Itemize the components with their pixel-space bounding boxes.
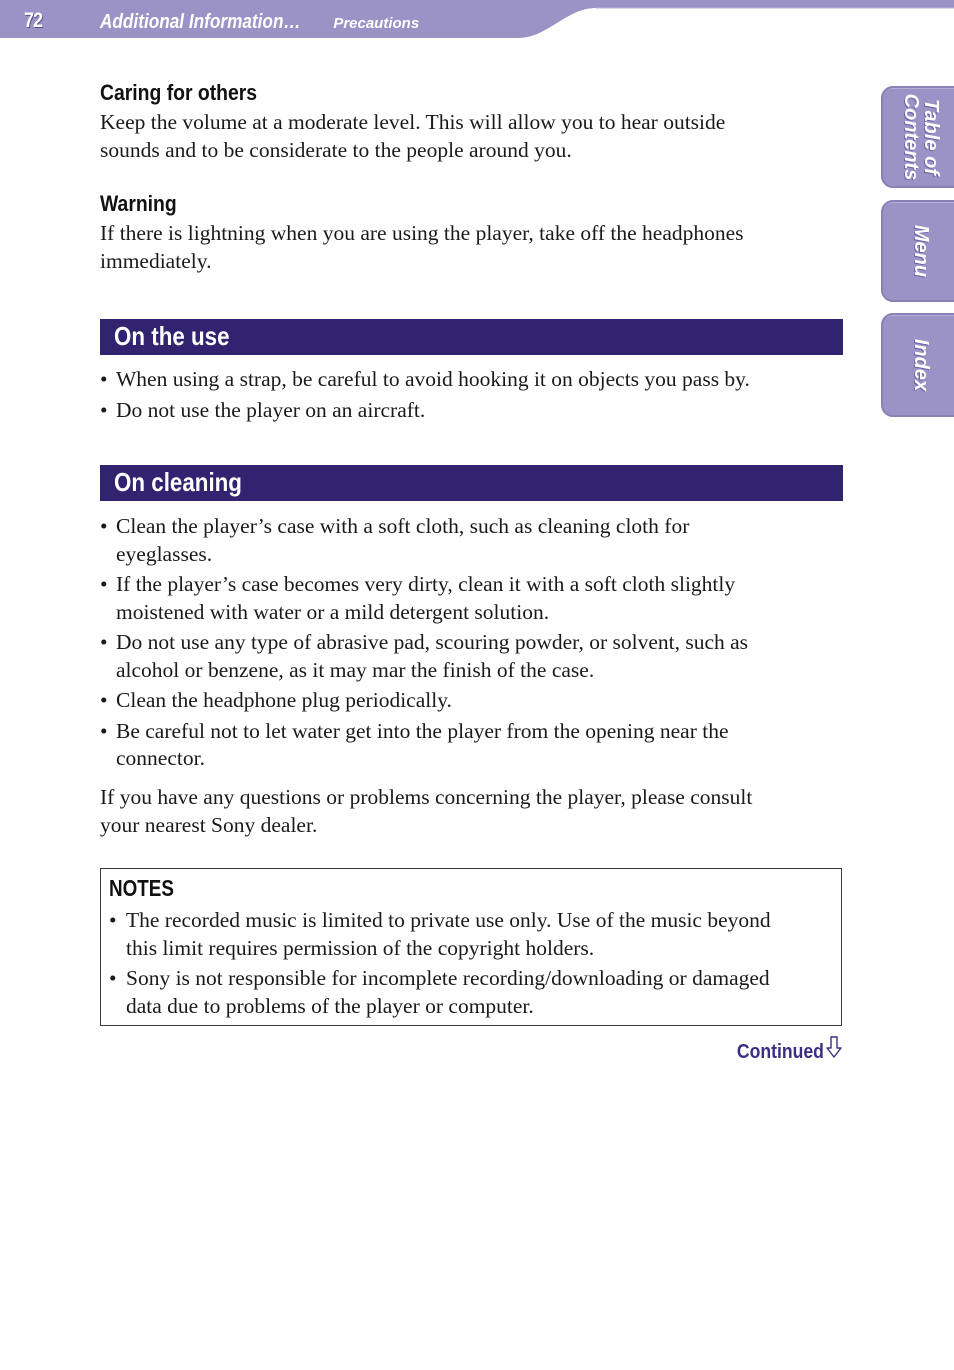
running-title bbox=[100, 11, 419, 34]
section-heading: On the use bbox=[114, 321, 230, 351]
list-item-line: alcohol or benzene, as it may mar the finish of the case. bbox=[116, 657, 595, 682]
notes-title: NOTES bbox=[109, 875, 174, 901]
subsection-title: Precautions bbox=[333, 15, 420, 32]
list-item-line: • Do not use any type of abrasive pad, scouring powder, or solvent, such as bbox=[116, 630, 749, 654]
list-item: • Do not use the player on an aircraft. bbox=[100, 397, 845, 425]
caring-section bbox=[100, 80, 845, 164]
on-the-use-list bbox=[100, 366, 845, 424]
warning-heading: Warning bbox=[100, 191, 177, 216]
list-item bbox=[100, 513, 845, 568]
tab-table-of-contents[interactable] bbox=[881, 86, 954, 188]
closing-line: your nearest Sony dealer. bbox=[100, 812, 318, 837]
caring-text bbox=[100, 109, 845, 164]
tab-menu-label: Menu bbox=[910, 224, 932, 278]
tab-toc-label-line1: Table of bbox=[920, 99, 942, 175]
warning-line: If there is lightning when you are using the player, take off the headphones bbox=[100, 221, 744, 245]
list-item-line: • Sony is not responsible for incomplete recording/downloading or damaged bbox=[126, 966, 770, 990]
notes-box bbox=[100, 868, 842, 1026]
warning-section bbox=[100, 191, 845, 275]
list-item-line: • Be careful not to let water get into the player from the opening near the bbox=[116, 718, 729, 743]
list-item bbox=[100, 718, 845, 773]
running-header bbox=[0, 0, 954, 40]
down-arrow-icon bbox=[826, 1036, 842, 1064]
caring-heading: Caring for others bbox=[100, 80, 258, 105]
continued-label: Continued bbox=[736, 1041, 824, 1063]
list-item-line: • Clean the player’s case with a soft cloth, such as cleaning cloth for bbox=[116, 514, 690, 538]
notes-list bbox=[109, 907, 831, 1020]
warning-text bbox=[100, 220, 845, 275]
list-item-line: • The recorded music is limited to private use only. Use of the music beyond bbox=[126, 908, 771, 932]
list-item-line: data due to problems of the player or computer. bbox=[126, 993, 534, 1018]
section-bar-on-cleaning bbox=[100, 465, 843, 501]
tab-toc-label bbox=[901, 94, 941, 181]
tab-index[interactable] bbox=[881, 313, 954, 417]
list-item-line: • Clean the headphone plug periodically. bbox=[116, 688, 452, 712]
list-item bbox=[109, 965, 831, 1020]
tab-menu[interactable] bbox=[881, 200, 954, 302]
tab-index-label: Index bbox=[910, 338, 932, 392]
list-item-line: moistened with water or a mild detergent solution. bbox=[116, 599, 550, 624]
list-item-line: • If the player’s case becomes very dirty, clean it with a soft cloth slightly bbox=[116, 572, 736, 596]
list-item-line: eyeglasses. bbox=[116, 541, 213, 566]
tab-toc-label-line2: Contents bbox=[900, 93, 922, 181]
section-heading: On cleaning bbox=[114, 467, 242, 497]
section-bar-on-the-use bbox=[100, 319, 843, 355]
list-item-line: this limit requires permission of the copyright holders. bbox=[126, 935, 595, 960]
closing-paragraph bbox=[100, 784, 845, 839]
page-number: 72 bbox=[24, 9, 43, 32]
caring-line: sounds and to be considerate to the people around you. bbox=[100, 137, 572, 162]
list-item bbox=[100, 687, 845, 715]
warning-line: immediately. bbox=[100, 248, 212, 273]
on-cleaning-list bbox=[100, 513, 845, 773]
list-item bbox=[109, 907, 831, 962]
continued-link[interactable] bbox=[725, 1036, 842, 1064]
closing-line: If you have any questions or problems concerning the player, please consult bbox=[100, 785, 753, 809]
section-title: Additional Information… bbox=[100, 11, 301, 33]
list-item bbox=[100, 571, 845, 626]
list-item-line: connector. bbox=[116, 746, 205, 770]
list-item: • When using a strap, be careful to avoid hooking it on objects you pass by. bbox=[100, 366, 845, 394]
list-item bbox=[100, 629, 845, 684]
caring-line: Keep the volume at a moderate level. This will allow you to hear outside bbox=[100, 110, 726, 134]
